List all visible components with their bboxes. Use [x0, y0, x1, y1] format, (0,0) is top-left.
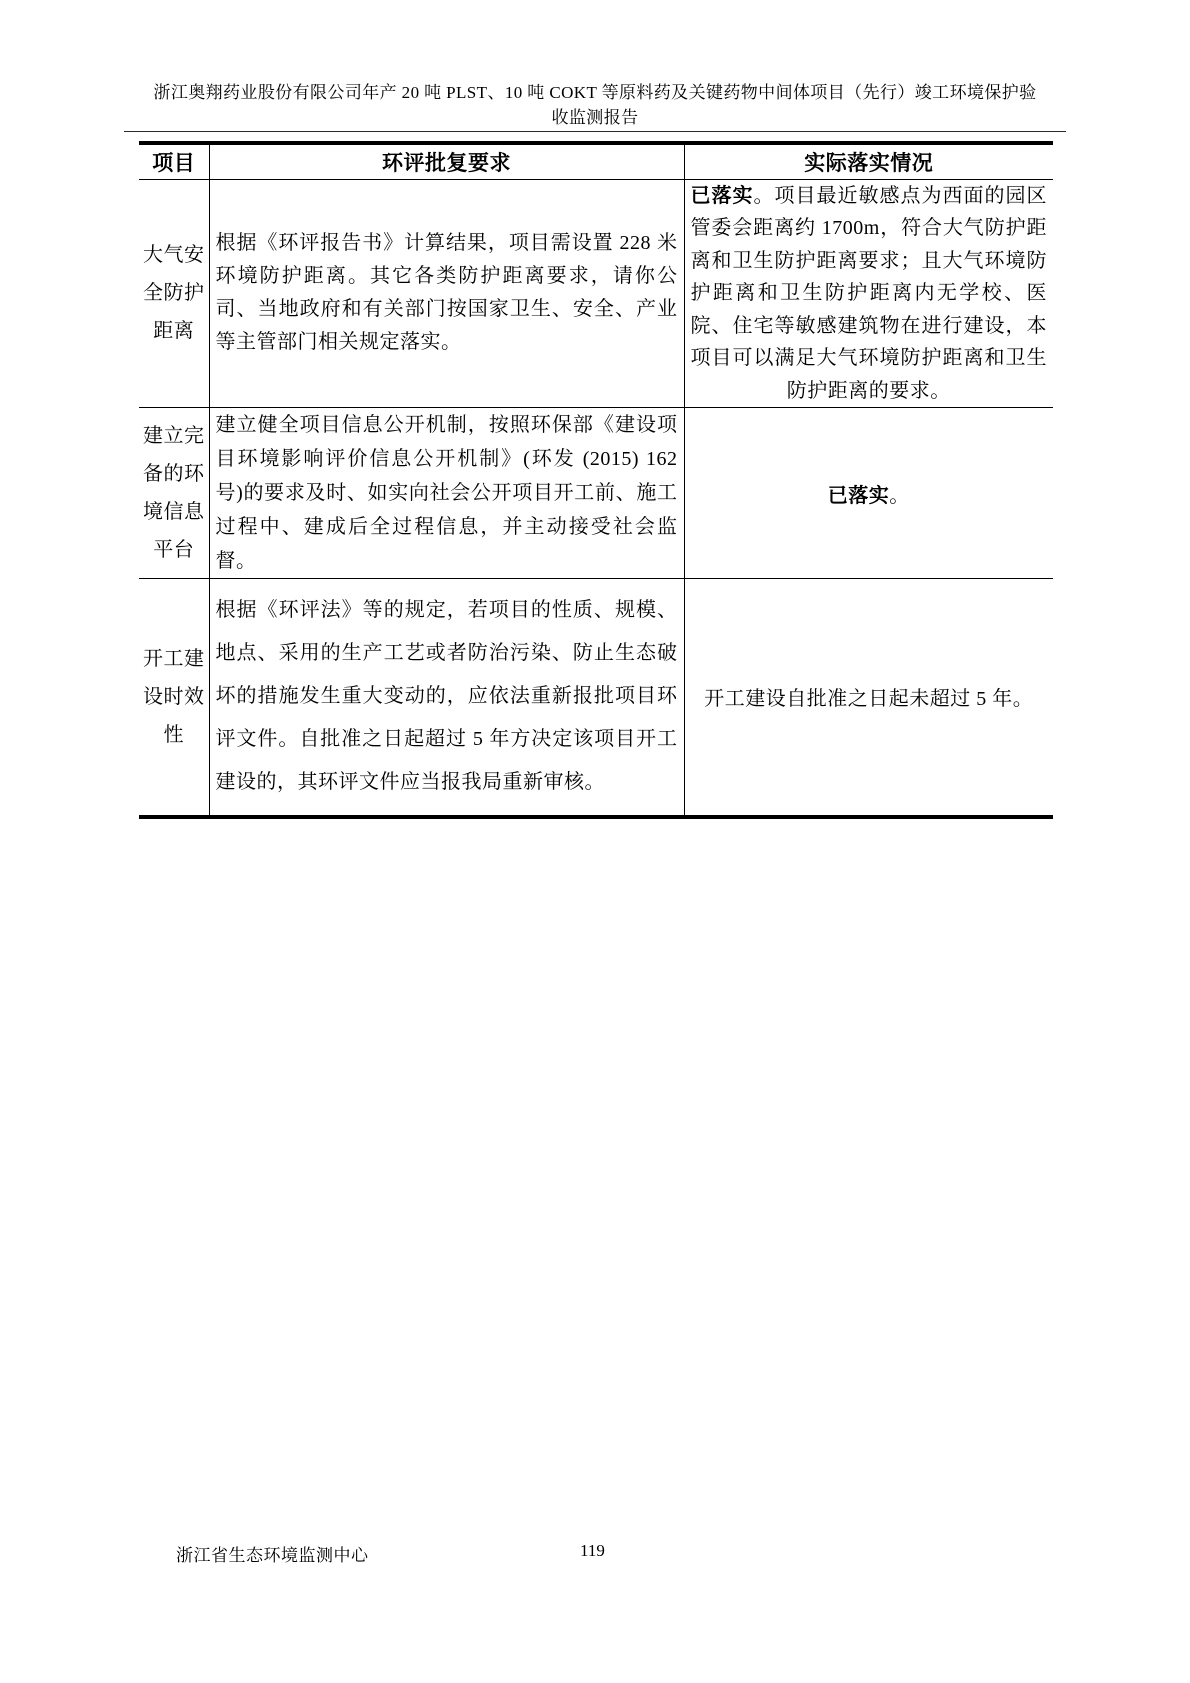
row1-requirement: 根据《环评报告书》计算结果，项目需设置 228 米环境防护距离。其它各类防护距离要求，请你公司、当地政府和有关部门按国家卫生、安全、产业等主管部门相关规定落实。	[209, 179, 684, 408]
column-header-item: 项目	[152, 150, 196, 175]
table-row	[139, 179, 1053, 408]
row3-status	[684, 579, 1053, 817]
row3-item: 开工建设时效性	[139, 579, 209, 817]
document-title-line1: 浙江奥翔药业股份有限公司年产 20 吨 PLST、10 吨 COKT 等原料药及关键药物中间体项目（先行）竣工环境保护验	[153, 83, 1037, 102]
row1-item: 大气安全防护距离	[139, 179, 209, 408]
column-header-status: 实际落实情况	[684, 143, 1053, 179]
row3-requirement: 根据《环评法》等的规定，若项目的性质、规模、地点、采用的生产工艺或者防治污染、防止生态破坏的措施发生重大变动的，应依法重新报批项目环评文件。自批准之日起超过 5 年方决定该项目开工建设的，其环评文件应当报我局重新审核。	[209, 579, 684, 817]
table-row	[139, 408, 1053, 579]
footer-organization: 浙江省生态环境监测中心	[176, 1546, 369, 1565]
document-title	[124, 80, 1066, 130]
page-number: 119	[580, 1541, 605, 1560]
row2-status-implemented-label: 已落实	[827, 484, 890, 507]
row3-status-text	[691, 682, 1048, 711]
eia-compliance-table	[139, 141, 1053, 819]
row2-status	[684, 408, 1053, 579]
row3-status-detail: 开工建设自批准之日起未超过 5 年。	[704, 688, 1034, 711]
row2-item: 建立完备的环境信息平台	[139, 408, 209, 579]
row2-status-text	[691, 479, 1048, 508]
table-row	[139, 579, 1053, 817]
row1-status-detail: 。项目最近敏感点为西面的园区管委会距离约 1700m，符合大气防护距离和卫生防护距离要求；且大气环境防护距离和卫生防护距离内无学校、医院、住宅等敏感建筑物在进行建设，本项目可以满足大气环境防护距离和卫生防护距离的要求。	[690, 184, 1047, 402]
table-header-row	[139, 143, 1053, 179]
row2-status-detail: 。	[889, 484, 910, 507]
row1-status-implemented-label: 已落实	[690, 184, 754, 207]
column-header-requirement: 环评批复要求	[209, 143, 684, 179]
row1-status	[684, 179, 1053, 408]
row2-requirement: 建立健全项目信息公开机制，按照环保部《建设项目环境影响评价信息公开机制》(环发 (2015) 162 号)的要求及时、如实向社会公开项目开工前、施工过程中、建成后全过程信息，并主动接受社会监督。	[209, 408, 684, 579]
document-title-line2: 收监测报告	[551, 108, 639, 127]
header-divider	[124, 131, 1066, 132]
row1-status-text	[691, 180, 1048, 408]
